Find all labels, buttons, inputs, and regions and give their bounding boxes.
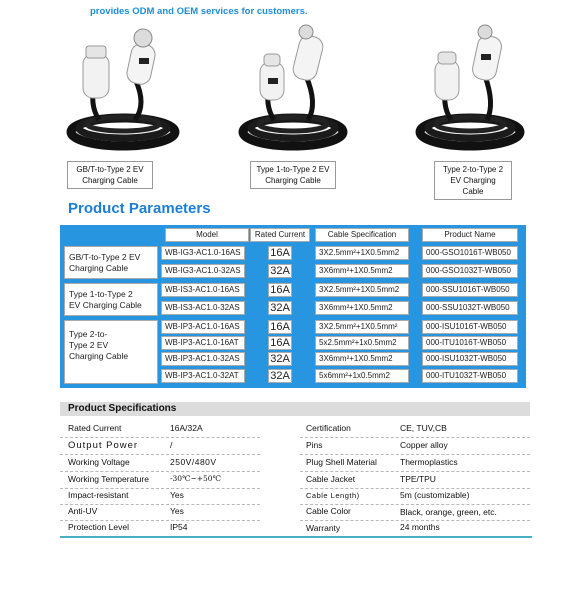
spec-divider [60,454,260,455]
model-cell: WB-IP3-AC1.0-16AT [161,336,245,350]
header-rated-current: Rated Current [250,228,310,242]
current-cell: 32A [268,301,292,315]
cable-cell: 3X6mm²+1X0.5mm2 [315,352,409,366]
spec-value: TPE/TPU [400,474,436,484]
cable-cell: 3X2.5mm²+1X0.5mm² [315,320,409,334]
product-image-type2-type2 [405,24,535,154]
model-cell: WB-IS3-AC1.0-16AS [161,283,245,297]
spec-divider [300,520,530,521]
spec-value: / [170,440,173,450]
cable-cell: 3X2.5mm²+1X0.5mm2 [315,246,409,260]
spec-value: -30℃~+50℃ [170,474,221,483]
cable-cell: 5x2.5mm²+1x0.5mm2 [315,336,409,350]
product-caption-line2: Charging Cable [265,176,321,185]
group-label-line: EV Charging Cable [69,299,142,310]
group-label-line: Charging Cable [69,351,129,361]
parameters-table [60,225,526,388]
spec-divider [60,488,260,489]
product-image-type1-type2 [228,24,358,154]
product-image-gbt-type2 [55,24,185,154]
current-cell: 16A [268,320,292,334]
spec-value: IP54 [170,522,188,532]
header-cable-specification: Cable Specification [315,228,409,242]
spec-label: Plug Shell Material [306,457,377,467]
group-label-type2-type2 [64,320,158,384]
product-name-cell: 000-GSO1032T-WB050 [422,264,518,278]
model-cell: WB-IS3-AC1.0-32AS [161,301,245,315]
spec-value: Black, orange, green, etc. [400,507,497,517]
spec-label: Protection Level [68,522,129,532]
group-label-line: GB/T-to-Type 2 EV [69,251,141,262]
cable-cell: 5x6mm²+1x0.5mm2 [315,369,409,383]
spec-value: 5m (customizable) [400,490,470,500]
product-name-cell: 000-ISU1032T-WB050 [422,352,518,366]
current-cell: 16A [268,246,292,260]
product-name-cell: 000-SSU1016T-WB050 [422,283,518,297]
spec-label: Working Temperature [68,474,149,484]
spec-divider [300,437,530,438]
model-cell: WB-IP3-AC1.0-32AT [161,369,245,383]
spec-divider [60,520,260,521]
spec-label: Warranty [306,523,341,533]
group-label-line: Type 2 EV [69,340,109,350]
spec-divider [300,471,530,472]
spec-value: Copper alloy [400,440,448,450]
spec-label: Cable Color [306,506,351,516]
header-product-name: Product Name [422,228,518,242]
spec-value: 16A/32A [170,423,203,433]
bottom-rule [60,536,532,538]
spec-label: Pins [306,440,323,450]
group-label-type1-type2 [64,283,158,316]
product-caption-line1: GB/T-to-Type 2 EV [76,165,144,174]
group-label-line: Type 1-to-Type 2 [69,288,133,299]
product-caption-type1-type2 [250,161,336,189]
group-label-gbt-type2 [64,246,158,279]
model-cell: WB-IG3-AC1.0-32AS [161,264,245,278]
spec-value: 24 months [400,522,440,532]
product-caption-line1: Type 2-to-Type 2 [442,165,504,174]
product-caption-line2: Charging Cable [82,176,138,185]
spec-divider [60,471,260,472]
product-caption-type2-type2 [434,161,512,200]
model-cell: WB-IP3-AC1.0-32AS [161,352,245,366]
spec-value: CE, TUV,CB [400,423,447,433]
group-label-line: Charging Cable [69,262,129,273]
spec-label: Certification [306,423,351,433]
model-cell: WB-IG3-AC1.0-16AS [161,246,245,260]
spec-divider [60,437,260,438]
spec-label: Impact-resistant [68,490,129,500]
cable-cell: 3X6mm²+1X0.5mm2 [315,264,409,278]
spec-divider [60,504,260,505]
product-name-cell: 000-ITU1032T-WB050 [422,369,518,383]
current-cell: 32A [268,369,292,383]
spec-divider [300,504,530,505]
spec-divider [300,454,530,455]
cable-cell: 3X2.5mm²+1X0.5mm2 [315,283,409,297]
product-caption-line1: Type 1-to-Type 2 EV [256,165,330,174]
product-name-cell: 000-ITU1016T-WB050 [422,336,518,350]
spec-label: Output Power [68,440,139,451]
current-cell: 16A [268,336,292,350]
product-caption-line2: EV Charging Cable [450,176,496,196]
spec-divider [300,488,530,489]
spec-label: Anti-UV [68,506,98,516]
spec-value: Yes [170,490,184,500]
intro-text: provides ODM and OEM services for customers. [90,6,308,17]
spec-label: Working Voltage [68,457,130,467]
model-cell: WB-IP3-AC1.0-16AS [161,320,245,334]
spec-label: Cable Jacket [306,474,356,484]
current-cell: 32A [268,264,292,278]
section-title: Product Parameters [68,200,211,217]
group-label-line: Type 2-to- [69,329,108,339]
spec-value: 250V/480V [170,457,217,467]
header-model: Model [165,228,249,242]
product-caption-gbt-type2 [67,161,153,189]
product-name-cell: 000-ISU1016T-WB050 [422,320,518,334]
spec-title: Product Specifications [68,403,177,414]
cable-cell: 3X6mm²+1X0.5mm2 [315,301,409,315]
product-name-cell: 000-SSU1032T-WB050 [422,301,518,315]
spec-value: Yes [170,506,184,516]
spec-label: Cable Length) [306,491,360,500]
product-name-cell: 000-GSO1016T-WB050 [422,246,518,260]
spec-label: Rated Current [68,423,122,433]
spec-value: Thermoplastics [400,457,458,467]
current-cell: 16A [268,283,292,297]
current-cell: 32A [268,352,292,366]
